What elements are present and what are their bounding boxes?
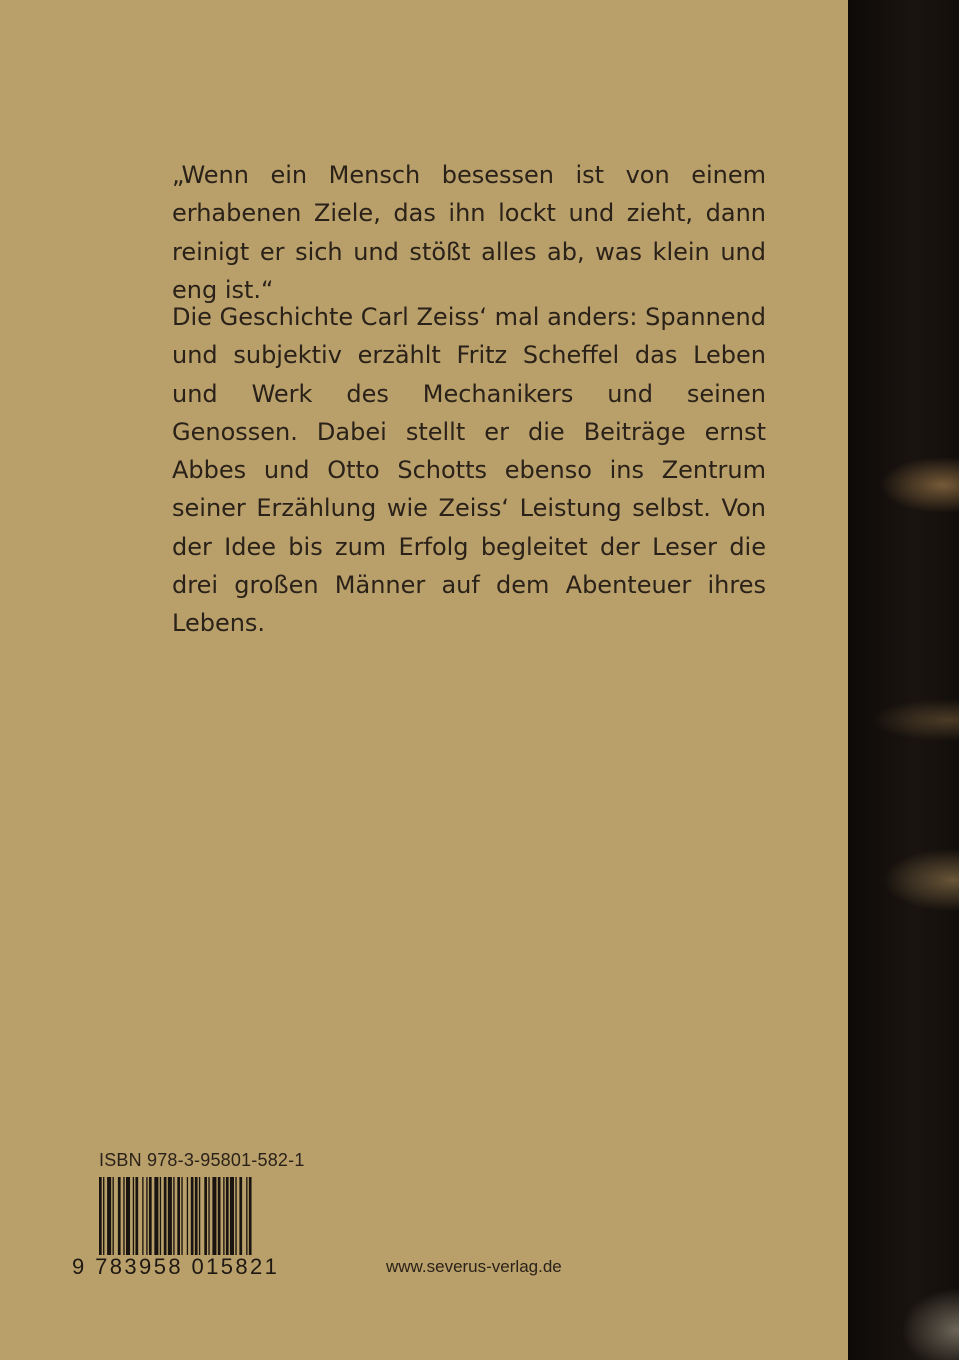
- barcode-icon: [99, 1177, 296, 1255]
- publisher-url: www.severus-verlag.de: [386, 1257, 562, 1276]
- isbn-label: ISBN 978-3-95801-582-1: [99, 1150, 305, 1170]
- cover-quote: „Wenn ein Mensch besessen ist von einem erhabenen Ziele, das ihn lockt und zieht, dann reinigt er sich und stößt alles ab, was klein und eng ist.“: [172, 161, 766, 304]
- spine-photo-strip: [848, 0, 959, 1360]
- barcode-digits: 9 783958 015821: [72, 1254, 280, 1279]
- cover-blurb: Die Geschichte Carl Zeiss‘ mal anders: Spannend und subjektiv erzählt Fritz Scheffel das Leben und Werk des Mechanikers und seinen Genossen. Dabei stellt er die Beiträge ernst Abbes und Otto Schotts ebenso ins Zentrum seiner Erzählung wie Zeiss‘ Leistung selbst. Von der Idee bis zum Erfolg begleitet der Leser die drei großen Männer auf dem Abenteuer ihres Lebens.: [172, 303, 766, 638]
